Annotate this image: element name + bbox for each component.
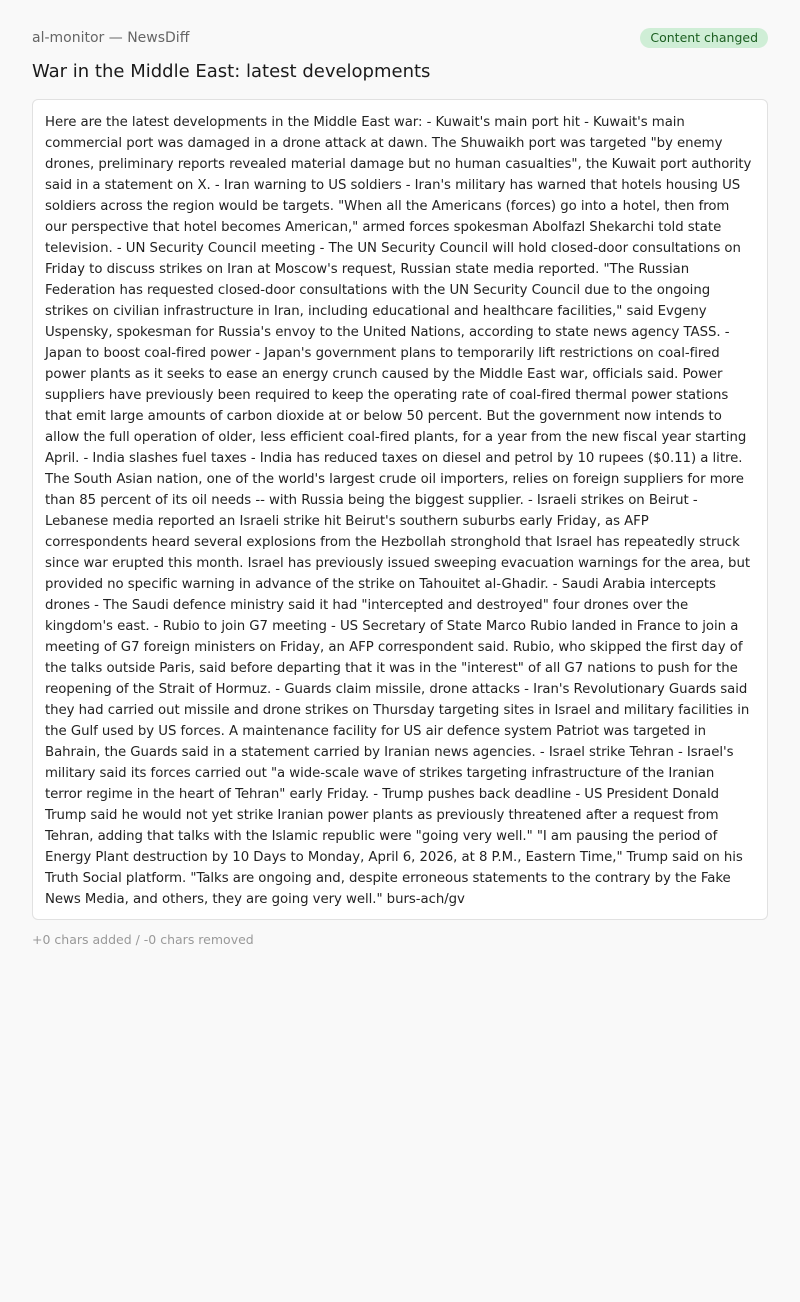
article-body: Here are the latest developments in the Middle East war: - Kuwait's main port hit - Kuwait's main commercial port was damaged in a drone attack at dawn. The Shuwaikh port was targeted "by enemy drones, preliminary reports revealed material damage but no human casualties", the Kuwait port authority said in a statement on X. - Iran warning to US soldiers - Iran's military has warned that hotels housing US soldiers across the region would be targets. "When all the Americans (forces) go into a hotel, then from our perspective that hotel becomes American," armed forces spokesman Abolfazl Shekarchi told state television. - UN Security Council meeting - The UN Security Council will hold closed-door consultations on Friday to discuss strikes on Iran at Moscow's request, Russian state media reported. "The Russian Federation has requested closed-door consultations with the UN Security Council due to the ongoing strikes on civilian infrastructure in Iran, including educational and healthcare facilities," said Evgeny Uspensky, spokesman for Russia's envoy to the United Nations, according to state news agency TASS. - Japan to boost coal-fired power - Japan's government plans to temporarily lift restrictions on coal-fired power plants as it seeks to ease an energy crunch caused by the Middle East war, officials said. Power suppliers have previously been required to keep the operating rate of coal-fired thermal power stations that emit large amounts of carbon dioxide at or below 50 percent. But the government now intends to allow the full operation of older, less efficient coal-fired plants, for a year from the new fiscal year starting April. - India slashes fuel taxes - India has reduced taxes on diesel and petrol by 10 rupees ($0.11) a litre. The South Asian nation, one of the world's largest crude oil importers, relies on foreign suppliers for more than 85 percent of its oil needs -- with Russia being the biggest supplier. - Israeli strikes on Beirut - Lebanese media reported an Israeli strike hit Beirut's southern suburbs early Friday, as AFP correspondents heard several explosions from the Hezbollah stronghold that Israel has repeatedly struck since war erupted this month. Israel has previously issued sweeping evacuation warnings for the area, but provided no specific warning in advance of the strike on Tahouitet al-Ghadir. - Saudi Arabia intercepts drones - The Saudi defence ministry said it had "intercepted and destroyed" four drones over the kingdom's east. - Rubio to join G7 meeting - US Secretary of State Marco Rubio landed in France to join a meeting of G7 foreign ministers on Friday, an AFP correspondent said. Rubio, who skipped the first day of the talks outside Paris, said before departing that it was in the "interest" of all G7 nations to push for the reopening of the Strait of Hormuz. - Guards claim missile, drone attacks - Iran's Revolutionary Guards said they had carried out missile and drone strikes on Thursday targeting sites in Israel and military facilities in the Gulf used by US forces. A maintenance facility for US air defence system Patriot was targeted in Bahrain, the Guards said in a statement carried by Iranian news agencies. - Israel strike Tehran - Israel's military said its forces carried out "a wide-scale wave of strikes targeting infrastructure of the Iranian terror regime in the heart of Tehran" early Friday. - Trump pushes back deadline - US President Donald Trump said he would not yet strike Iranian power plants as previously threatened after a request from Tehran, adding that talks with the Islamic republic were "going very well." "I am pausing the period of Energy Plant destruction by 10 Days to Monday, April 6, 2026, at 8 P.M., Eastern Time," Trump said on his Truth Social platform. "Talks are ongoing and, despite erroneous statements to the contrary by the Fake News Media, and others, they are going very well." burs-ach/gv <box>32 99 768 920</box>
diff-stats: +0 chars added / -0 chars removed <box>32 932 254 947</box>
status-badge: Content changed <box>640 28 768 48</box>
article-title: War in the Middle East: latest developments <box>32 61 431 82</box>
source-label: al-monitor — NewsDiff <box>32 30 190 46</box>
header-row <box>32 28 768 48</box>
